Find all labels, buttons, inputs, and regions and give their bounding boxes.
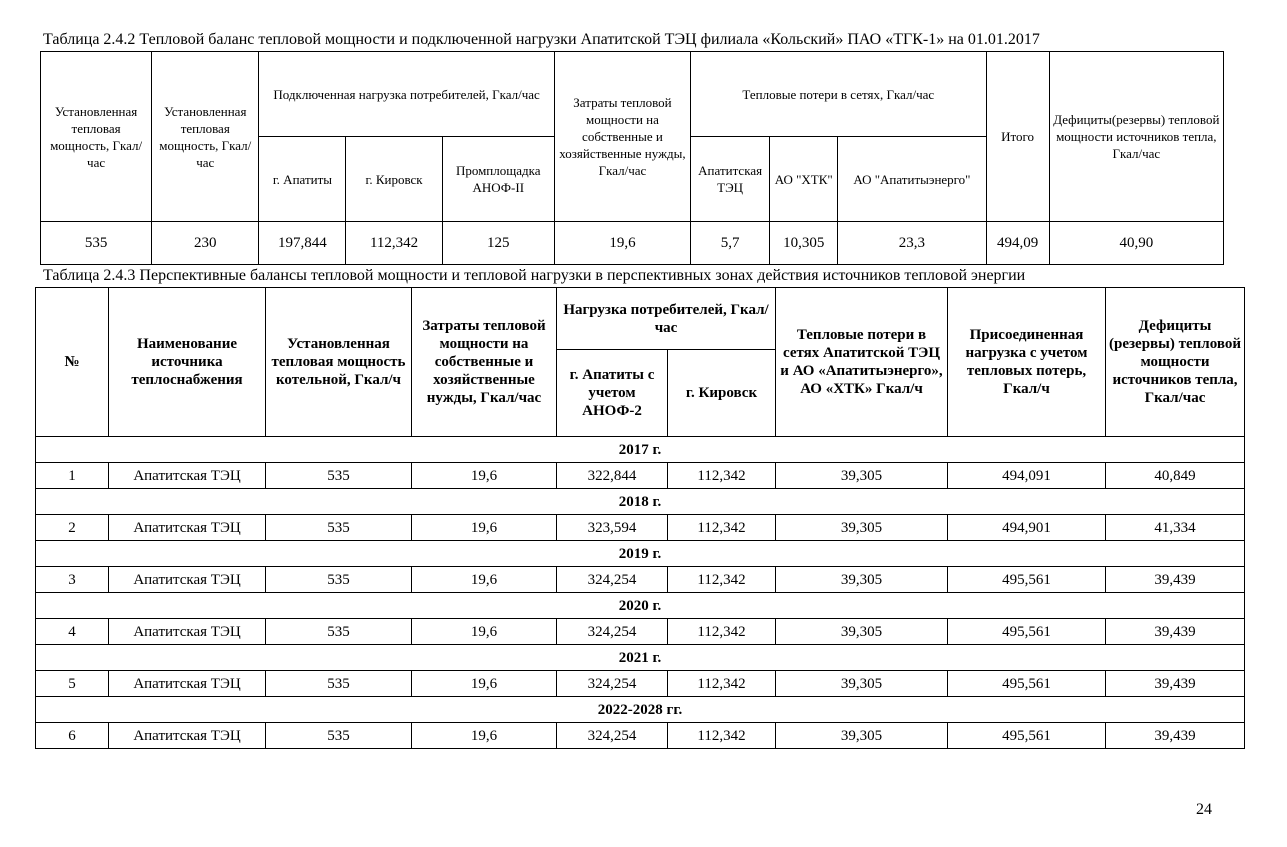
table-cell: 39,439 [1106,723,1245,749]
table-cell: 39,305 [776,723,948,749]
header-network-losses: Тепловые потери в сетях, Гкал/час [691,52,986,137]
table-cell: 19,6 [412,723,557,749]
header-number: № [36,288,109,437]
heat-balance-table [40,51,1224,265]
table-cell: 4 [36,619,109,645]
table-cell: 197,844 [259,222,346,265]
table-cell: 19,6 [412,463,557,489]
table-cell: 323,594 [557,515,668,541]
year-row [36,645,1245,671]
table-cell: 495,561 [948,723,1106,749]
table-cell: Апатитская ТЭЦ [109,619,266,645]
header-load-apatity: г. Апатиты с учетом АНОФ-2 [557,350,668,437]
header-connected-load: Подключенная нагрузка потребителей, Гкал/час [259,52,555,137]
table-cell: 112,342 [668,723,776,749]
year-label: 2020 г. [36,593,1245,619]
table1-caption: Таблица 2.4.2 Тепловой баланс тепловой мощности и подключенной нагрузки Апатитской ТЭЦ филиала «Кольский» ПАО «ТГК-1» на 01.01.2017 [43,31,1040,48]
table-cell: 535 [266,515,412,541]
header-installed-capacity: Установленная тепловая мощность котельной, Гкал/ч [266,288,412,437]
year-label: 2022-2028 гг. [36,697,1245,723]
header-own-needs: Затраты тепловой мощности на собственные и хозяйственные нужды, Гкал/час [412,288,557,437]
table-cell: 3 [36,567,109,593]
header-loss-xtk: АО "ХТК" [770,137,838,222]
table-cell: 112,342 [668,619,776,645]
table-cell: 324,254 [557,619,668,645]
table-cell: 495,561 [948,671,1106,697]
year-row [36,437,1245,463]
table-cell: Апатитская ТЭЦ [109,671,266,697]
table-row [36,723,1245,749]
table-cell: 6 [36,723,109,749]
header-losses: Тепловые потери в сетях Апатитской ТЭЦ и АО «Апатитыэнерго», АО «ХТК» Гкал/ч [776,288,948,437]
table-cell: 494,091 [948,463,1106,489]
year-row [36,593,1245,619]
table2-caption: Таблица 2.4.3 Перспективные балансы тепловой мощности и тепловой нагрузки в перспективных зонах действия источников тепловой энергии [43,267,1026,284]
year-label: 2021 г. [36,645,1245,671]
header-attached-load: Присоединенная нагрузка с учетом тепловых потерь, Гкал/ч [948,288,1106,437]
table-cell: 10,305 [770,222,838,265]
year-label: 2018 г. [36,489,1245,515]
table-cell: 112,342 [668,567,776,593]
table-cell: 2 [36,515,109,541]
header-load-kirovsk: г. Кировск [668,350,776,437]
header-consumer-load: Нагрузка потребителей, Гкал/час [557,288,776,350]
table-cell: 39,439 [1106,619,1245,645]
table-cell: 39,305 [776,619,948,645]
table-cell: 535 [266,463,412,489]
table-cell: Апатитская ТЭЦ [109,463,266,489]
year-row [36,541,1245,567]
table-cell: 1 [36,463,109,489]
table-cell: 112,342 [668,515,776,541]
table-cell: 19,6 [412,671,557,697]
table-cell: 535 [266,619,412,645]
header-loss-energo: АО "Апатитыэнерго" [838,137,986,222]
table-cell: 324,254 [557,567,668,593]
table-cell: 23,3 [838,222,986,265]
year-row [36,489,1245,515]
table-cell: 494,901 [948,515,1106,541]
table-cell: 39,439 [1106,567,1245,593]
table-row [36,567,1245,593]
table-cell: 324,254 [557,723,668,749]
table-cell: Апатитская ТЭЦ [109,723,266,749]
table-cell: 19,6 [412,567,557,593]
table-cell: 19,6 [412,515,557,541]
table-cell: 19,6 [554,222,690,265]
header-source: Наименование источника теплоснабжения [109,288,266,437]
table-cell: 495,561 [948,619,1106,645]
table-cell: Апатитская ТЭЦ [109,567,266,593]
header-total: Итого [986,52,1049,222]
table-cell: 324,254 [557,671,668,697]
table-cell: 40,849 [1106,463,1245,489]
table-cell: Апатитская ТЭЦ [109,515,266,541]
page-number: 24 [1196,801,1212,818]
table-cell: 535 [266,567,412,593]
table-cell: 19,6 [412,619,557,645]
header-loss-tec: Апатитская ТЭЦ [691,137,770,222]
header-deficit: Дефициты (резервы) тепловой мощности источников тепла, Гкал/час [1106,288,1245,437]
table-cell: 39,305 [776,463,948,489]
table-cell: 112,342 [346,222,442,265]
header-deficit: Дефициты(резервы) тепловой мощности источников тепла, Гкал/час [1049,52,1223,222]
table-cell: 125 [442,222,554,265]
perspective-balance-table [35,287,1245,749]
table-cell: 535 [41,222,152,265]
table-cell: 41,334 [1106,515,1245,541]
table-cell: 39,439 [1106,671,1245,697]
table-row [36,463,1245,489]
table-cell: 535 [266,671,412,697]
table-cell: 535 [266,723,412,749]
year-label: 2017 г. [36,437,1245,463]
header-load-apatity: г. Апатиты [259,137,346,222]
table-cell: 5 [36,671,109,697]
table-row [41,222,1224,265]
table-cell: 495,561 [948,567,1106,593]
table-cell: 112,342 [668,463,776,489]
year-row [36,697,1245,723]
table-cell: 322,844 [557,463,668,489]
table-cell: 40,90 [1049,222,1223,265]
header-load-anof: Промплощадка АНОФ-II [442,137,554,222]
table-row [36,671,1245,697]
table-cell: 5,7 [691,222,770,265]
header-load-kirovsk: г. Кировск [346,137,442,222]
year-label: 2019 г. [36,541,1245,567]
table-cell: 230 [152,222,259,265]
table-cell: 39,305 [776,515,948,541]
table-row [36,515,1245,541]
header-installed-capacity-2: Установленная тепловая мощность, Гкал/час [152,52,259,222]
header-installed-capacity-1: Установленная тепловая мощность, Гкал/час [41,52,152,222]
table-cell: 39,305 [776,671,948,697]
table-cell: 112,342 [668,671,776,697]
table-cell: 39,305 [776,567,948,593]
table-row [36,619,1245,645]
header-own-needs: Затраты тепловой мощности на собственные и хозяйственные нужды, Гкал/час [554,52,690,222]
table-cell: 494,09 [986,222,1049,265]
